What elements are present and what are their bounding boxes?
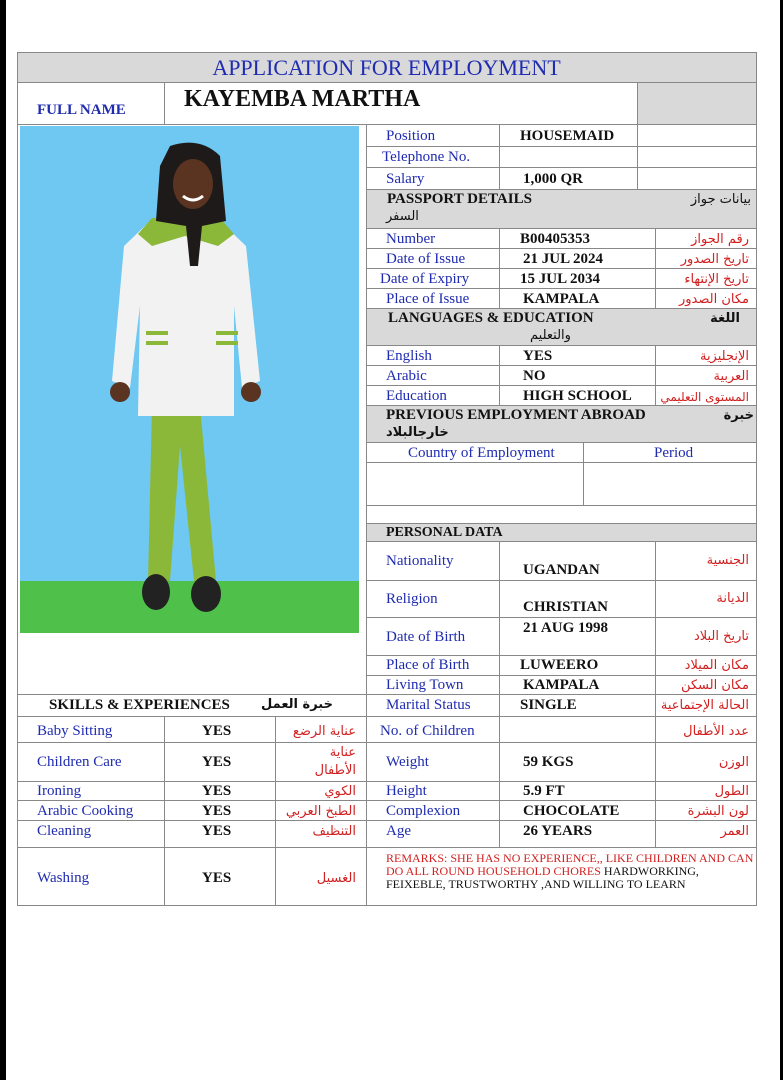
form-title: APPLICATION FOR EMPLOYMENT [212,55,561,80]
salary-value: 1,000 QR [523,171,583,187]
skill-label: Cleaning [37,823,92,839]
personal-label-ar: الديانة [716,591,749,606]
personal-value: 21 AUG 1998 [523,620,609,636]
language-value: NO [523,368,546,384]
personal-label: Religion [386,591,438,607]
remarks-text-2-black: HARDWORKING, [603,864,699,878]
passport-label-ar: تاريخ الإنتهاء [684,272,749,287]
language-label: English [386,348,432,364]
personal-value: CHRISTIAN [523,599,609,615]
full-name-value: KAYEMBA MARTHA [184,86,421,112]
period-label: Period [654,445,694,461]
languages-heading: LANGUAGES & EDUCATION [388,310,594,326]
passport-label-ar: مكان الصدور [678,292,749,307]
language-label-ar: الإنجليزية [699,349,749,364]
passport-label: Place of Issue [386,291,470,307]
skills-heading: SKILLS & EXPERIENCES [49,697,230,713]
passport-heading-ar-1: بيانات جواز [690,192,751,207]
personal-label: Marital Status [386,697,471,713]
skill-value: YES [202,754,232,770]
position-label: Position [386,128,436,144]
salary-label: Salary [386,171,425,187]
previous-heading-ar-2: خارجالبلاد [386,425,449,440]
personal-label-ar: تاريخ البلاد [693,629,749,644]
personal-label-ar: الوزن [718,755,749,770]
passport-label-ar: تاريخ الصدور [680,252,749,267]
personal-label-ar: الطول [714,784,749,799]
skill-value: YES [202,783,232,799]
telephone-label: Telephone No. [382,149,471,165]
personal-value: 26 YEARS [523,823,593,839]
passport-heading-ar-2: السفر [386,209,419,224]
previous-heading-ar-1: خبرة [723,408,754,423]
language-label-ar: العربية [713,369,749,384]
skill-value: YES [202,723,232,739]
passport-heading: PASSPORT DETAILS [387,191,532,207]
languages-heading-ar-1: اللغة [710,311,740,326]
personal-label: Living Town [386,677,464,693]
personal-value: 5.9 FT [523,783,565,799]
skill-label: Ironing [37,783,82,799]
skill-value: YES [202,870,232,886]
personal-label: Weight [386,754,429,770]
personal-value: 59 KGS [523,754,574,770]
languages-heading-ar-2: والتعليم [530,328,571,343]
personal-label-ar: العمر [720,824,749,839]
remarks-prefix: REMARKS: [386,851,448,865]
education-label: Education [386,388,447,404]
personal-value: SINGLE [520,697,577,713]
skill-label: Baby Sitting [37,723,113,739]
skill-label: Washing [37,870,90,886]
language-value: YES [523,348,553,364]
personal-label-ar: مكان السكن [680,678,749,693]
passport-label: Number [386,231,436,247]
skill-label-ar: الكوي [324,784,356,799]
personal-label: No. of Children [380,723,475,739]
remarks-line-2 [386,864,699,878]
education-label-ar: المستوى التعليمي [660,390,749,404]
skill-label-ar: التنظيف [312,824,356,839]
full-name-label: FULL NAME [37,102,126,118]
passport-value: 15 JUL 2034 [520,271,601,287]
education-value: HIGH SCHOOL [523,388,632,404]
personal-label: Place of Birth [386,657,470,673]
personal-label-ar: الحالة الإجتماعية [660,698,749,713]
skill-label: Children Care [37,754,122,770]
skills-heading-ar: خبرة العمل [261,697,333,712]
passport-value: 21 JUL 2024 [523,251,604,267]
passport-value: B00405353 [520,231,591,247]
remarks-line-3: FEIXEBLE, TRUSTWORTHY ,AND WILLING TO LEARN [386,877,686,891]
skill-value: YES [202,823,232,839]
personal-label: Complexion [386,803,461,819]
skill-label: Arabic Cooking [37,803,134,819]
personal-label-ar: الجنسية [706,553,749,568]
personal-value: UGANDAN [523,562,600,578]
personal-label: Age [386,823,411,839]
position-value: HOUSEMAID [520,128,615,144]
applicant-photo [20,126,359,633]
personal-value: CHOCOLATE [523,803,620,819]
personal-label: Date of Birth [386,629,466,645]
passport-label: Date of Issue [386,251,466,267]
remarks-text-2-red: DO ALL ROUND HOUSEHOLD CHORES [386,864,601,878]
personal-label: Nationality [386,553,454,569]
passport-value: KAMPALA [523,291,600,307]
application-form [6,0,780,1080]
passport-label: Date of Expiry [380,271,470,287]
skill-label-ar-2: الأطفال [314,763,356,778]
skill-label-ar-1: عناية [329,745,356,760]
personal-label-ar: لون البشرة [687,804,749,819]
remarks-text-1: SHE HAS NO EXPERIENCE,, LIKE CHILDREN AND CAN [450,851,754,865]
remarks-line-1 [386,851,753,865]
personal-value: LUWEERO [520,657,599,673]
personal-label-ar: عدد الأطفال [683,724,749,739]
skill-label-ar: الطبخ العربي [285,804,356,819]
personal-label-ar: مكان الميلاد [684,658,749,673]
passport-label-ar: رقم الجواز [691,232,749,247]
previous-heading: PREVIOUS EMPLOYMENT ABROAD [386,407,646,423]
country-of-employment-label: Country of Employment [408,445,555,461]
skill-value: YES [202,803,232,819]
skill-label-ar: عناية الرضع [292,724,356,739]
personal-heading: PERSONAL DATA [386,525,503,540]
name-row-gray-cell [637,82,756,124]
personal-value: KAMPALA [523,677,600,693]
skill-label-ar: الغسيل [316,871,356,886]
language-label: Arabic [386,368,427,384]
personal-label: Height [386,783,427,799]
